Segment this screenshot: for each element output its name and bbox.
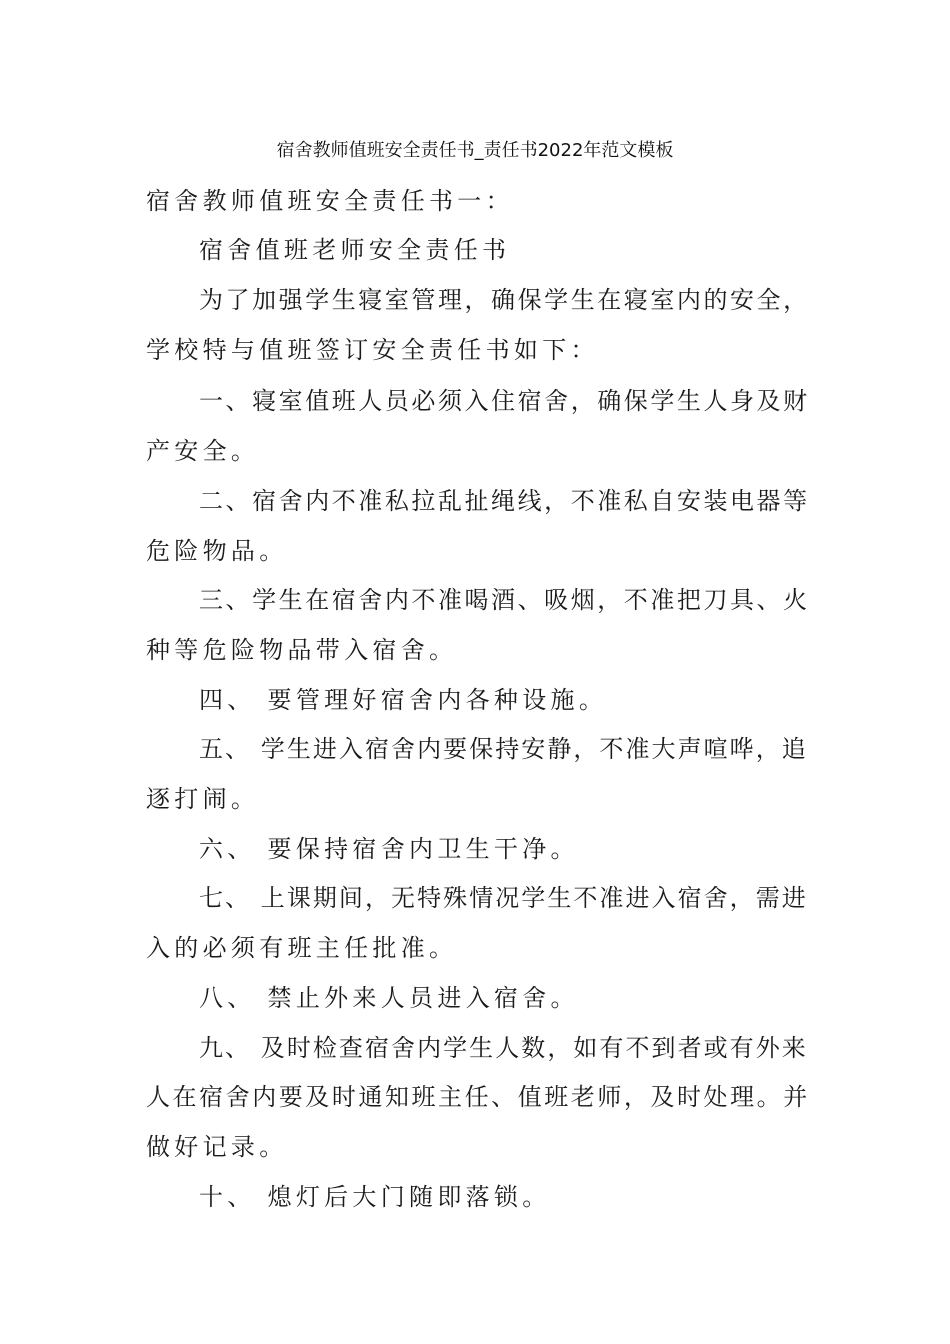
- list-item: 五、 学生进入宿舍内要保持安静，不准大声喧哗，追: [199, 735, 808, 763]
- section-subtitle: 宿舍教师值班安全责任书一：: [146, 187, 514, 215]
- list-item-continuation: 逐打闹。: [146, 785, 260, 813]
- list-item: 六、 要保持宿舍内卫生干净。: [199, 835, 579, 863]
- list-item-continuation: 人在宿舍内要及时通知班主任、值班老师，及时处理。并: [146, 1083, 810, 1111]
- list-item: 七、 上课期间，无特殊情况学生不准进入宿舍，需进: [199, 884, 808, 912]
- list-item-continuation: 危险物品。: [146, 537, 288, 565]
- list-item-continuation: 做好记录。: [146, 1133, 288, 1161]
- list-item: 三、学生在宿舍内不准喝酒、吸烟，不准把刀具、火: [199, 586, 810, 614]
- list-item-continuation: 入的必须有班主任批准。: [146, 934, 458, 962]
- list-item: 九、 及时检查宿舍内学生人数，如有不到者或有外来: [199, 1034, 808, 1062]
- list-item: 一、寝室值班人员必须入住宿舍，确保学生人身及财: [199, 387, 810, 415]
- section-heading: 宿舍值班老师安全责任书: [199, 236, 511, 264]
- document-title: 宿舍教师值班安全责任书_责任书2022年范文模板: [276, 140, 674, 161]
- list-item: 八、 禁止外来人员进入宿舍。: [199, 984, 579, 1012]
- list-item: 十、 熄灯后大门随即落锁。: [199, 1183, 551, 1211]
- list-item-continuation: 产安全。: [146, 437, 260, 465]
- list-item-continuation: 种等危险物品带入宿舍。: [146, 636, 458, 664]
- paragraph-line: 学校特与值班签订安全责任书如下：: [146, 336, 599, 364]
- list-item: 四、 要管理好宿舍内各种设施。: [199, 686, 608, 714]
- list-item: 二、宿舍内不准私拉乱扯绳线，不准私自安装电器等: [199, 487, 810, 515]
- paragraph-line: 为了加强学生寝室管理，确保学生在寝室内的安全，: [199, 286, 810, 314]
